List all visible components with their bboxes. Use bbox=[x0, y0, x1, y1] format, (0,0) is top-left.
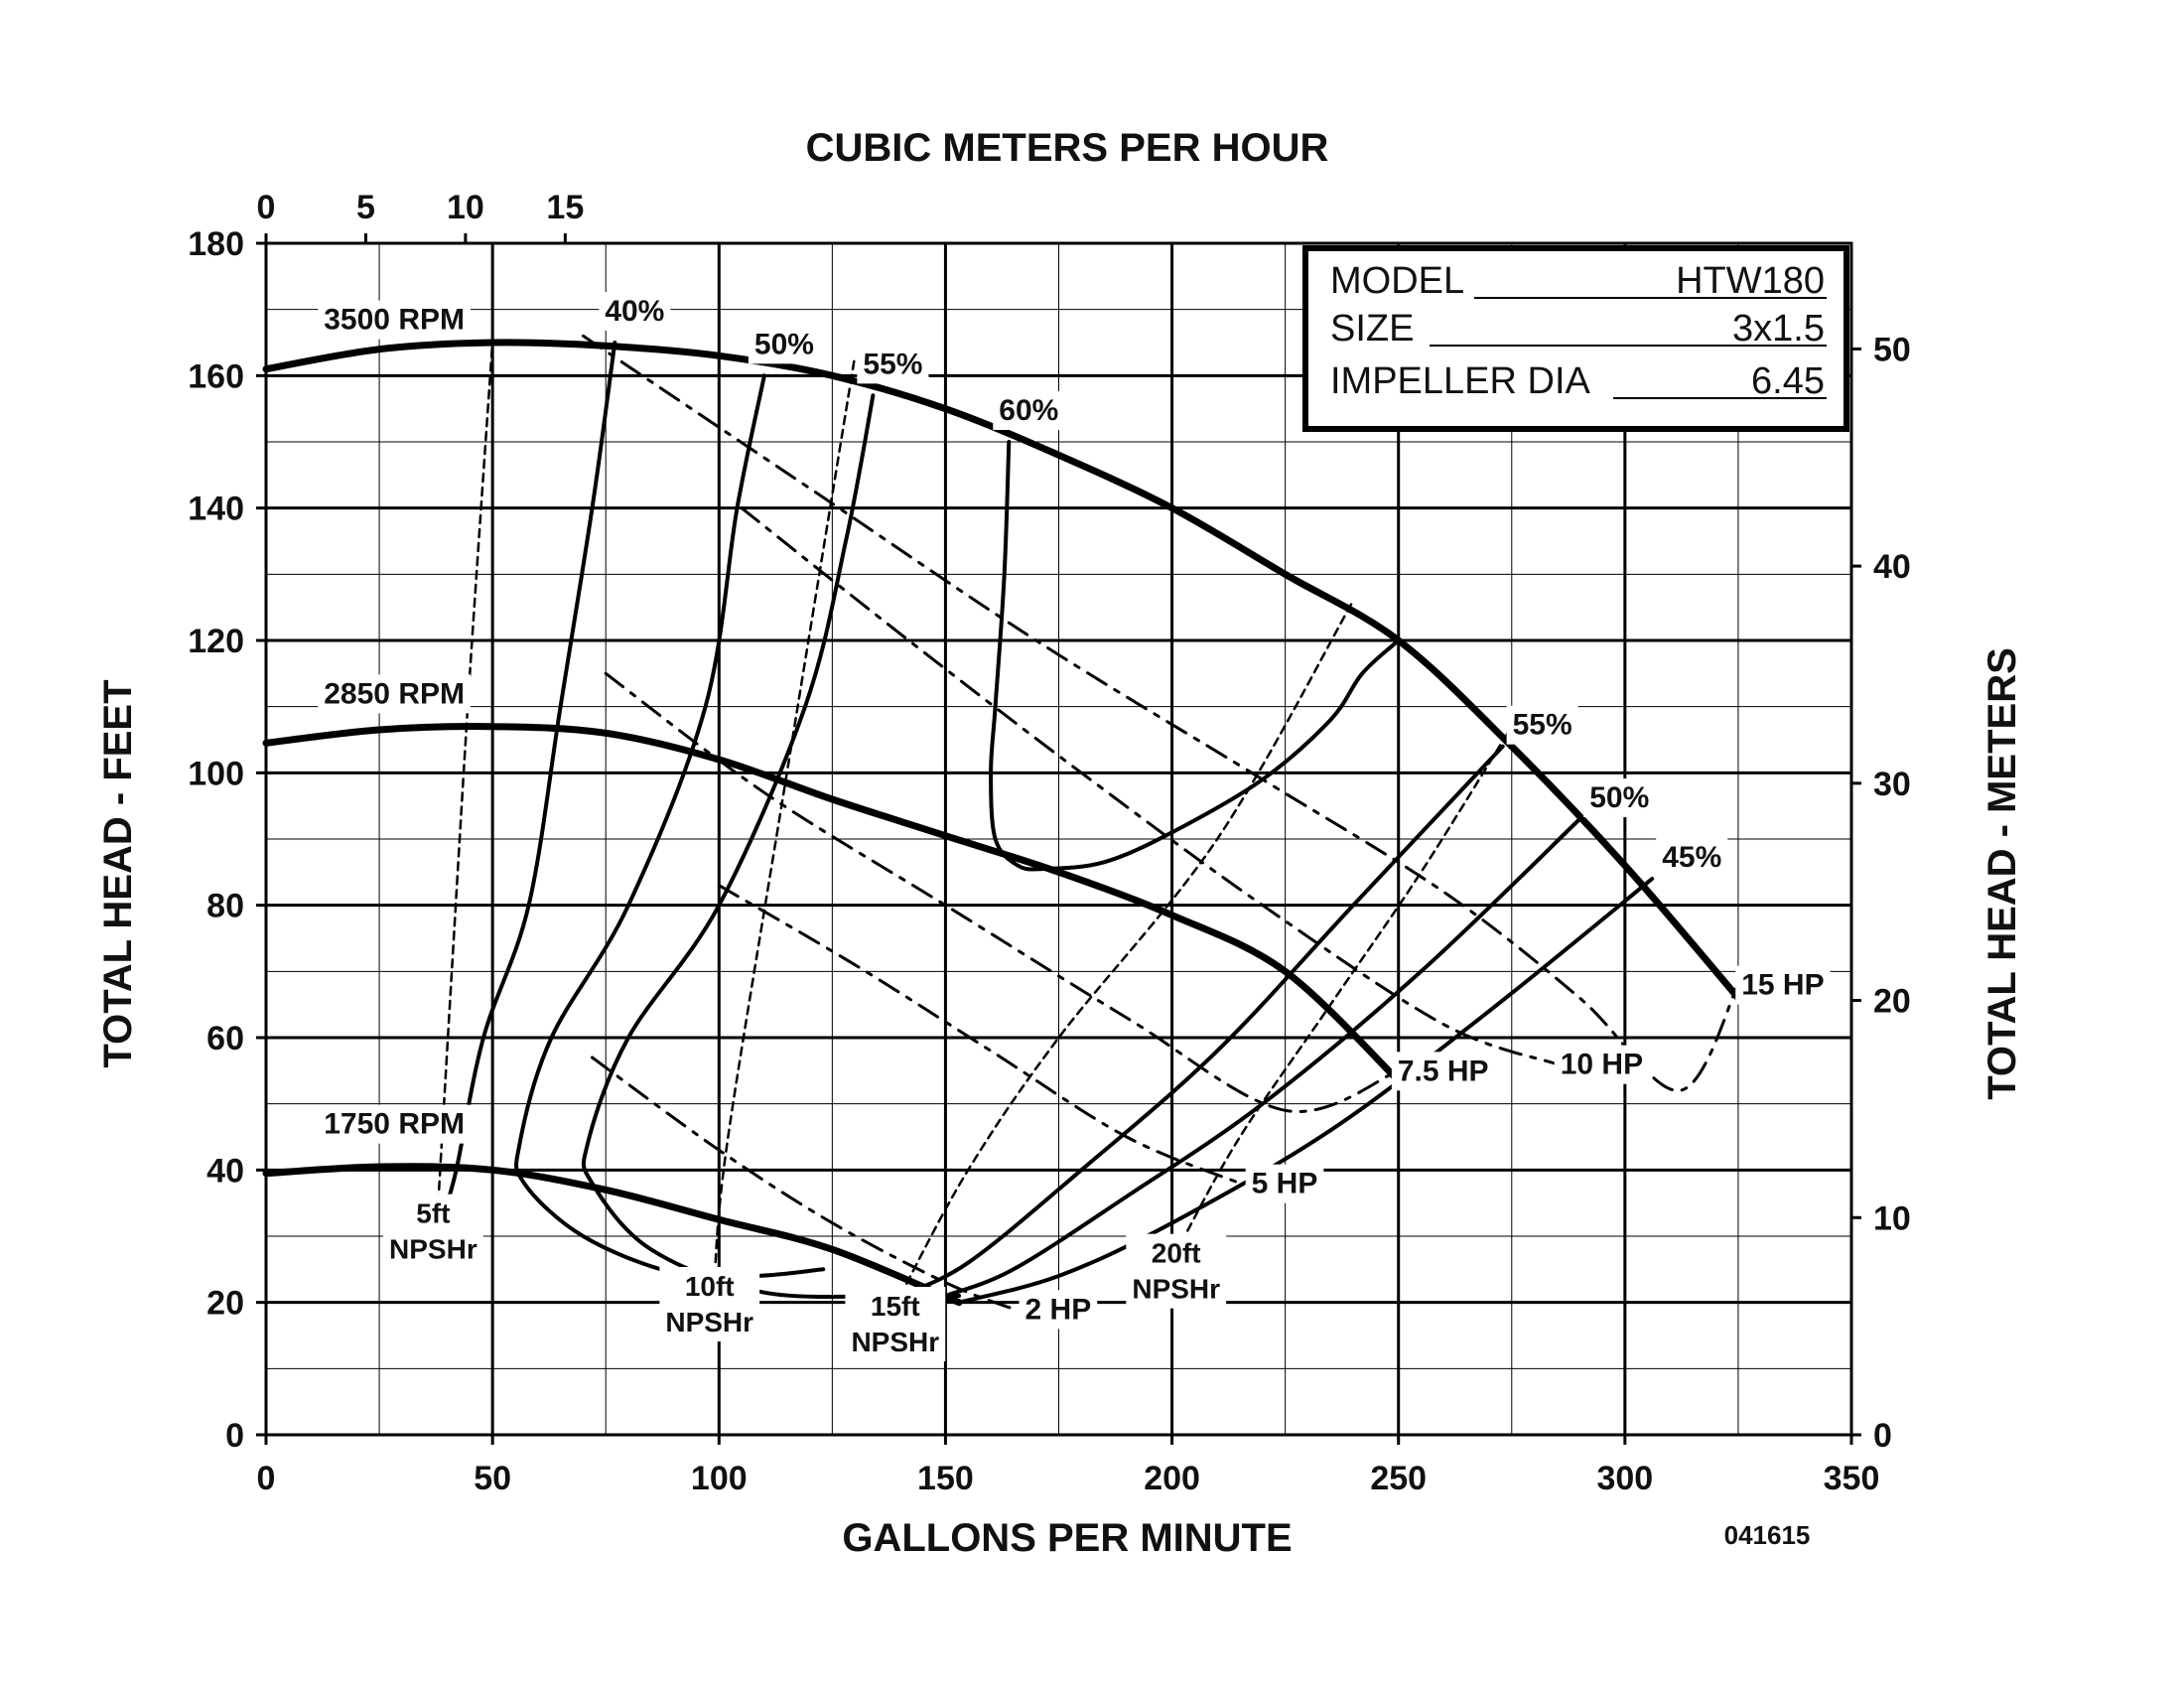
hp-label: 2 HP bbox=[1024, 1293, 1092, 1327]
x2-axis-title: CUBIC METERS PER HOUR bbox=[805, 126, 1329, 170]
model-label: MODEL bbox=[1330, 260, 1465, 302]
y2-tick-label: 20 bbox=[1873, 982, 1911, 1021]
x-tick-label: 300 bbox=[1596, 1460, 1654, 1497]
y2-tick-label: 30 bbox=[1873, 765, 1911, 803]
x-tick-label: 0 bbox=[256, 1460, 276, 1497]
size-value: 3x1.5 bbox=[1732, 308, 1825, 350]
y-tick-label: 120 bbox=[188, 623, 244, 660]
eff-label: 55% bbox=[863, 348, 923, 381]
y-tick-label: 140 bbox=[188, 490, 244, 528]
y2-tick-label: 50 bbox=[1873, 331, 1911, 369]
npsh-label: 15ft bbox=[870, 1291, 920, 1322]
hp-curve-10-hp bbox=[742, 508, 1557, 1064]
x2-tick-label: 15 bbox=[546, 189, 585, 226]
eff-label: 50% bbox=[1589, 781, 1650, 814]
y-tick-label: 100 bbox=[188, 755, 244, 793]
y2-tick-label: 0 bbox=[1873, 1417, 1892, 1455]
x-tick-label: 100 bbox=[690, 1460, 748, 1497]
eff-label: 55% bbox=[1512, 708, 1572, 742]
y-tick-label: 60 bbox=[206, 1020, 244, 1057]
eff-label: 45% bbox=[1662, 841, 1722, 874]
npsh-unit-label: NPSHr bbox=[1132, 1273, 1221, 1305]
y-tick-label: 40 bbox=[206, 1152, 244, 1191]
size-label: SIZE bbox=[1330, 308, 1415, 350]
y-tick-label: 180 bbox=[188, 225, 244, 263]
x2-tick-label: 5 bbox=[355, 189, 375, 226]
model-value: HTW180 bbox=[1676, 260, 1825, 302]
x2-tick-label: 10 bbox=[446, 189, 484, 226]
x-tick-label: 150 bbox=[917, 1460, 974, 1497]
hp-label: 10 HP bbox=[1560, 1048, 1644, 1081]
hp-label: 15 HP bbox=[1741, 968, 1825, 1002]
head-label: 2850 RPM bbox=[324, 677, 465, 711]
chart-code: 041615 bbox=[1723, 1520, 1811, 1550]
npsh-unit-label: NPSHr bbox=[389, 1233, 478, 1265]
head-label: 1750 RPM bbox=[324, 1107, 465, 1141]
y-tick-label: 20 bbox=[206, 1284, 244, 1323]
hp-curve-5-hp bbox=[719, 886, 1240, 1184]
eff-curve-40- bbox=[443, 343, 614, 1216]
eff-curve-55- bbox=[900, 747, 1503, 1296]
head-curve-1750-rpm bbox=[266, 1167, 959, 1303]
y-tick-label: 80 bbox=[206, 887, 244, 925]
eff-label: 60% bbox=[999, 394, 1059, 427]
npsh-label: 5ft bbox=[416, 1197, 451, 1229]
eff-label: 40% bbox=[605, 295, 665, 328]
x-tick-label: 350 bbox=[1823, 1460, 1880, 1497]
impeller-label: IMPELLER DIA bbox=[1330, 360, 1590, 402]
npsh-unit-label: NPSHr bbox=[665, 1307, 754, 1337]
head-label: 3500 RPM bbox=[324, 303, 465, 337]
info-box bbox=[1305, 248, 1846, 429]
y2-tick-label: 10 bbox=[1873, 1199, 1911, 1238]
eff-label: 50% bbox=[753, 328, 814, 361]
y2-axis-title: TOTAL HEAD - METERS bbox=[1980, 647, 2024, 1100]
impeller-value: 6.45 bbox=[1751, 360, 1825, 402]
y2-tick-label: 40 bbox=[1873, 548, 1911, 587]
series bbox=[266, 336, 1738, 1309]
y-tick-label: 160 bbox=[188, 357, 244, 396]
x-axis-title: GALLONS PER MINUTE bbox=[842, 1516, 1293, 1560]
npsh-label: 10ft bbox=[684, 1271, 735, 1302]
x-tick-label: 50 bbox=[474, 1460, 512, 1497]
x2-tick-label: 0 bbox=[256, 189, 276, 226]
npsh-label: 20ft bbox=[1151, 1237, 1201, 1269]
npsh-curve-20ft-npshr bbox=[1181, 727, 1512, 1243]
npsh-unit-label: NPSHr bbox=[851, 1327, 940, 1357]
hp-label: 5 HP bbox=[1251, 1167, 1318, 1200]
y-axis-title: TOTAL HEAD - FEET bbox=[96, 679, 140, 1068]
y-tick-label: 0 bbox=[225, 1417, 244, 1455]
hp-label: 7.5 HP bbox=[1397, 1055, 1489, 1088]
head-curve-3500-rpm bbox=[266, 343, 1738, 998]
eff-curve-50- bbox=[516, 375, 823, 1277]
x-tick-label: 200 bbox=[1144, 1460, 1200, 1497]
x-tick-label: 250 bbox=[1370, 1460, 1428, 1497]
npsh-curve-10ft-npshr bbox=[715, 355, 856, 1276]
eff-curve-60- bbox=[991, 442, 1399, 870]
